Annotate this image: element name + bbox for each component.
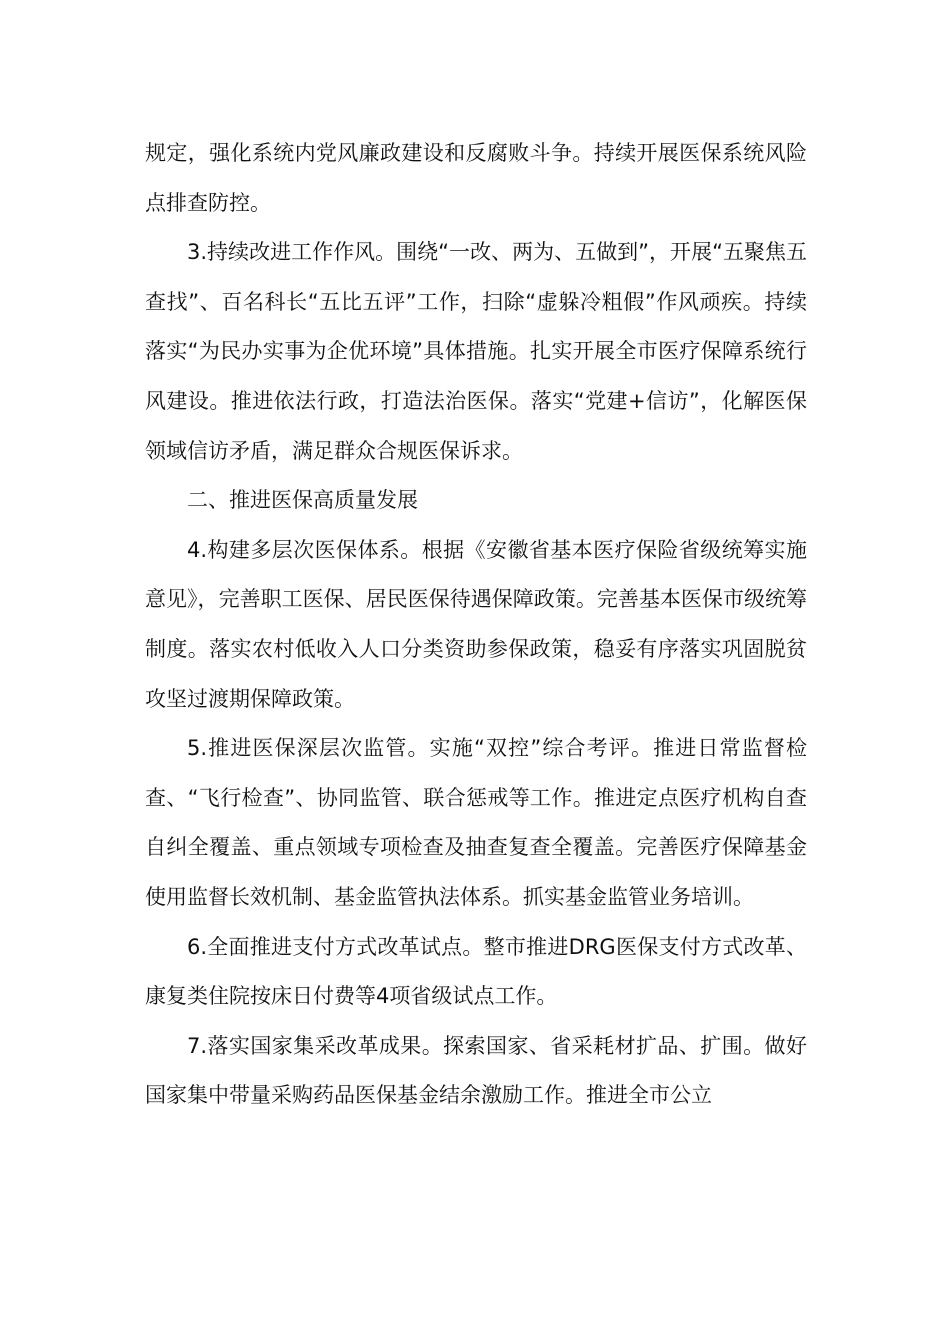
paragraph-7: 7.落实国家集采改革成果。探索国家、省采耗材扩品、扩围。做好国家集中带量采购药品医保基金结余激励工作。推进全市公立	[145, 1033, 807, 1108]
paragraph-4: 4.构建多层次医保体系。根据《安徽省基本医疗保险省级统筹实施意见》，完善职工医保、居民医保待遇保障政策。完善基本医保市级统筹制度。落实农村低收入人口分类资助参保政策，稳妥有序落实巩固脱贫攻坚过渡期保障政策。	[145, 537, 807, 711]
paragraph-1: 规定，强化系统内党风廉政建设和反腐败斗争。持续开展医保系统风险点排查防控。	[145, 141, 807, 215]
paragraph-6: 6.全面推进支付方式改革试点。整市推进DRG医保支付方式改革、康复类住院按床日付费等4项省级试点工作。	[145, 934, 807, 1009]
document-body	[145, 129, 807, 1121]
paragraph-5: 5.推进医保深层次监管。实施“双控”综合考评。推进日常监督检查、“飞行检查”、协同监管、联合惩戒等工作。推进定点医疗机构自查自纠全覆盖、重点领域专项检查及抽查复查全覆盖。完善医疗保障基金使用监督长效机制、基金监管执法体系。抓实基金监管业务培训。	[145, 736, 807, 909]
section-heading: 二、推进医保高质量发展	[187, 488, 418, 513]
paragraph-2: 3.持续改进工作作风。围绕“一改、两为、五做到”，开展“五聚焦五查找”、百名科长“五比五评”工作，扫除“虚躲冷粗假”作风顽疾。持续落实“为民办实事为企优环境”具体措施。扎实开展全市医疗保障系统行风建设。推进依法行政，打造法治医保。落实“党建+信访”，化解医保领域信访矛盾，满足群众合规医保诉求。	[145, 240, 807, 463]
